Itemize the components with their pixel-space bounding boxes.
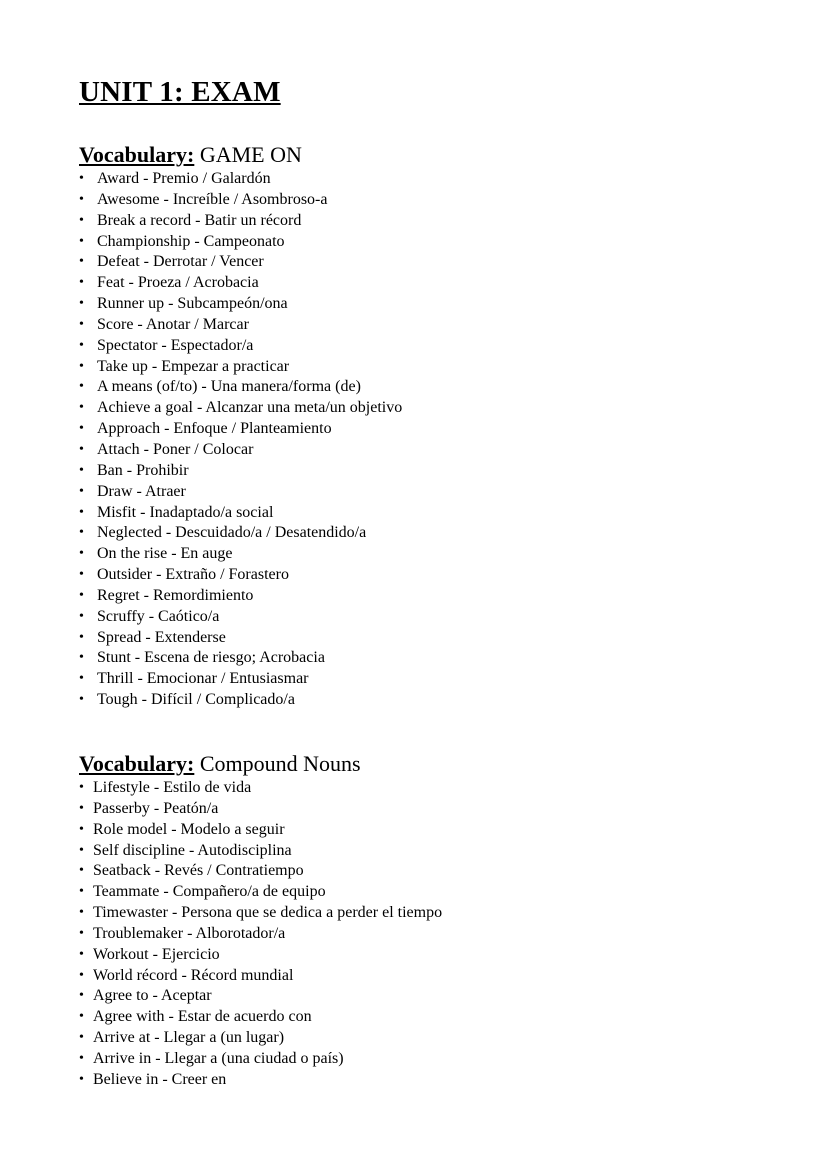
bullet-icon: •	[79, 800, 84, 816]
vocab-text: Neglected - Descuidado/a / Desatendido/a	[97, 524, 367, 542]
vocab-item	[79, 232, 402, 253]
vocab-text: Spectator - Espectador/a	[97, 336, 254, 354]
bullet-icon: •	[79, 692, 84, 708]
vocab-item	[79, 377, 402, 398]
vocab-list	[79, 169, 402, 711]
vocab-text: Spread - Extenderse	[97, 628, 226, 646]
bullet-icon: •	[79, 400, 84, 416]
vocab-item	[79, 607, 402, 628]
vocab-item	[79, 419, 402, 440]
bullet-icon: •	[79, 421, 84, 437]
bullet-icon: •	[79, 842, 84, 858]
vocab-item	[79, 628, 402, 649]
vocab-item	[79, 294, 402, 315]
vocab-item	[79, 690, 402, 711]
bullet-icon: •	[79, 379, 84, 395]
page-title: UNIT 1: EXAM	[79, 76, 281, 108]
vocab-text: Arrive in - Llegar a (una ciudad o país)	[93, 1049, 344, 1067]
vocab-item	[79, 924, 442, 945]
vocab-item	[79, 315, 402, 336]
bullet-icon: •	[79, 988, 84, 1004]
vocab-item	[79, 482, 402, 503]
vocab-item	[79, 440, 402, 461]
bullet-icon: •	[79, 275, 84, 291]
vocab-text: Arrive at - Llegar a (un lugar)	[93, 1029, 285, 1047]
bullet-icon: •	[79, 650, 84, 666]
vocab-text: Runner up - Subcampeón/ona	[97, 295, 288, 313]
vocab-item	[79, 503, 402, 524]
vocab-text: Defeat - Derrotar / Vencer	[97, 253, 264, 271]
vocab-item	[79, 523, 402, 544]
vocab-item	[79, 1049, 442, 1070]
vocab-item	[79, 336, 402, 357]
vocab-item	[79, 190, 402, 211]
vocab-text: Draw - Atraer	[97, 482, 186, 500]
bullet-icon: •	[79, 1030, 84, 1046]
bullet-icon: •	[79, 337, 84, 353]
bullet-icon: •	[79, 504, 84, 520]
bullet-icon: •	[79, 567, 84, 583]
vocab-list	[79, 778, 442, 1091]
vocab-text: Teammate - Compañero/a de equipo	[93, 883, 326, 901]
vocab-item	[79, 1070, 442, 1091]
bullet-icon: •	[79, 863, 84, 879]
bullet-icon: •	[79, 925, 84, 941]
vocab-item	[79, 882, 442, 903]
vocab-text: Role model - Modelo a seguir	[93, 820, 285, 838]
vocab-item	[79, 1007, 442, 1028]
bullet-icon: •	[79, 462, 84, 478]
vocab-text: Championship - Campeonato	[97, 232, 285, 250]
vocab-item	[79, 357, 402, 378]
vocab-item	[79, 903, 442, 924]
vocab-text: Agree to - Aceptar	[93, 987, 212, 1005]
section-heading-topic: Compound Nouns	[199, 751, 361, 776]
vocab-text: On the rise - En auge	[97, 545, 233, 563]
bullet-icon: •	[79, 525, 84, 541]
section-heading	[79, 141, 402, 169]
vocab-text: Scruffy - Caótico/a	[97, 607, 220, 625]
bullet-icon: •	[79, 587, 84, 603]
vocabulary-section-game-on	[79, 141, 402, 711]
vocab-text: Attach - Poner / Colocar	[97, 440, 254, 458]
section-heading-label: Vocabulary:	[79, 142, 195, 167]
vocab-text: Self discipline - Autodisciplina	[93, 841, 292, 859]
bullet-icon: •	[79, 1050, 84, 1066]
vocab-text: Seatback - Revés / Contratiempo	[93, 862, 304, 880]
vocab-text: Timewaster - Persona que se dedica a perder el tiempo	[93, 904, 443, 922]
bullet-icon: •	[79, 316, 84, 332]
vocab-text: Ban - Prohibir	[97, 461, 189, 479]
vocab-item	[79, 945, 442, 966]
vocab-item	[79, 778, 442, 799]
vocab-text: Lifestyle - Estilo de vida	[93, 779, 252, 796]
vocab-item	[79, 252, 402, 273]
vocab-item	[79, 586, 402, 607]
vocab-text: Agree with - Estar de acuerdo con	[93, 1008, 312, 1026]
vocab-text: Awesome - Increíble / Asombroso-a	[97, 190, 328, 208]
bullet-icon: •	[79, 780, 84, 795]
bullet-icon: •	[79, 629, 84, 645]
vocab-text: A means (of/to) - Una manera/forma (de)	[97, 378, 361, 396]
vocab-item	[79, 273, 402, 294]
vocab-item	[79, 544, 402, 565]
bullet-icon: •	[79, 358, 84, 374]
bullet-icon: •	[79, 821, 84, 837]
bullet-icon: •	[79, 608, 84, 624]
vocab-item	[79, 169, 402, 190]
vocab-text: Believe in - Creer en	[93, 1070, 227, 1088]
bullet-icon: •	[79, 212, 84, 228]
bullet-icon: •	[79, 905, 84, 921]
vocabulary-section-compound-nouns	[79, 750, 442, 1091]
vocab-text: Troublemaker - Alborotador/a	[93, 924, 286, 942]
vocab-text: Regret - Remordimiento	[97, 586, 254, 604]
bullet-icon: •	[79, 671, 84, 687]
bullet-icon: •	[79, 946, 84, 962]
bullet-icon: •	[79, 233, 84, 249]
bullet-icon: •	[79, 254, 84, 270]
section-heading-label: Vocabulary:	[79, 751, 195, 776]
bullet-icon: •	[79, 296, 84, 312]
vocab-text: Feat - Proeza / Acrobacia	[97, 274, 259, 292]
vocab-item	[79, 211, 402, 232]
vocab-text: Passerby - Peatón/a	[93, 799, 219, 817]
vocab-item	[79, 966, 442, 987]
vocab-text: Take up - Empezar a practicar	[97, 357, 290, 375]
vocab-text: Achieve a goal - Alcanzar una meta/un objetivo	[97, 399, 403, 417]
bullet-icon: •	[79, 483, 84, 499]
vocab-item	[79, 648, 402, 669]
bullet-icon: •	[79, 884, 84, 900]
vocab-text: Tough - Difícil / Complicado/a	[97, 691, 295, 709]
vocab-item	[79, 1028, 442, 1049]
bullet-icon: •	[79, 441, 84, 457]
section-heading-topic: GAME ON	[199, 142, 302, 167]
vocab-item	[79, 861, 442, 882]
vocab-text: Thrill - Emocionar / Entusiasmar	[97, 670, 309, 688]
bullet-icon: •	[79, 1009, 84, 1025]
vocab-text: Break a record - Batir un récord	[97, 211, 302, 229]
bullet-icon: •	[79, 191, 84, 207]
vocab-item	[79, 461, 402, 482]
vocab-text: Stunt - Escena de riesgo; Acrobacia	[97, 649, 325, 667]
section-heading	[79, 750, 442, 778]
vocab-item	[79, 799, 442, 820]
bullet-icon: •	[79, 171, 84, 186]
bullet-icon: •	[79, 1071, 84, 1087]
vocab-item	[79, 669, 402, 690]
vocab-text: Score - Anotar / Marcar	[97, 315, 249, 333]
vocab-text: World récord - Récord mundial	[93, 966, 294, 984]
vocab-text: Misfit - Inadaptado/a social	[97, 503, 274, 521]
vocab-item	[79, 986, 442, 1007]
bullet-icon: •	[79, 546, 84, 562]
vocab-item	[79, 398, 402, 419]
bullet-icon: •	[79, 967, 84, 983]
vocab-item	[79, 820, 442, 841]
vocab-text: Outsider - Extraño / Forastero	[97, 566, 289, 584]
vocab-item	[79, 841, 442, 862]
vocab-text: Workout - Ejercicio	[93, 945, 220, 963]
vocab-text: Award - Premio / Galardón	[97, 170, 271, 187]
vocab-text: Approach - Enfoque / Planteamiento	[97, 420, 332, 438]
vocab-item	[79, 565, 402, 586]
